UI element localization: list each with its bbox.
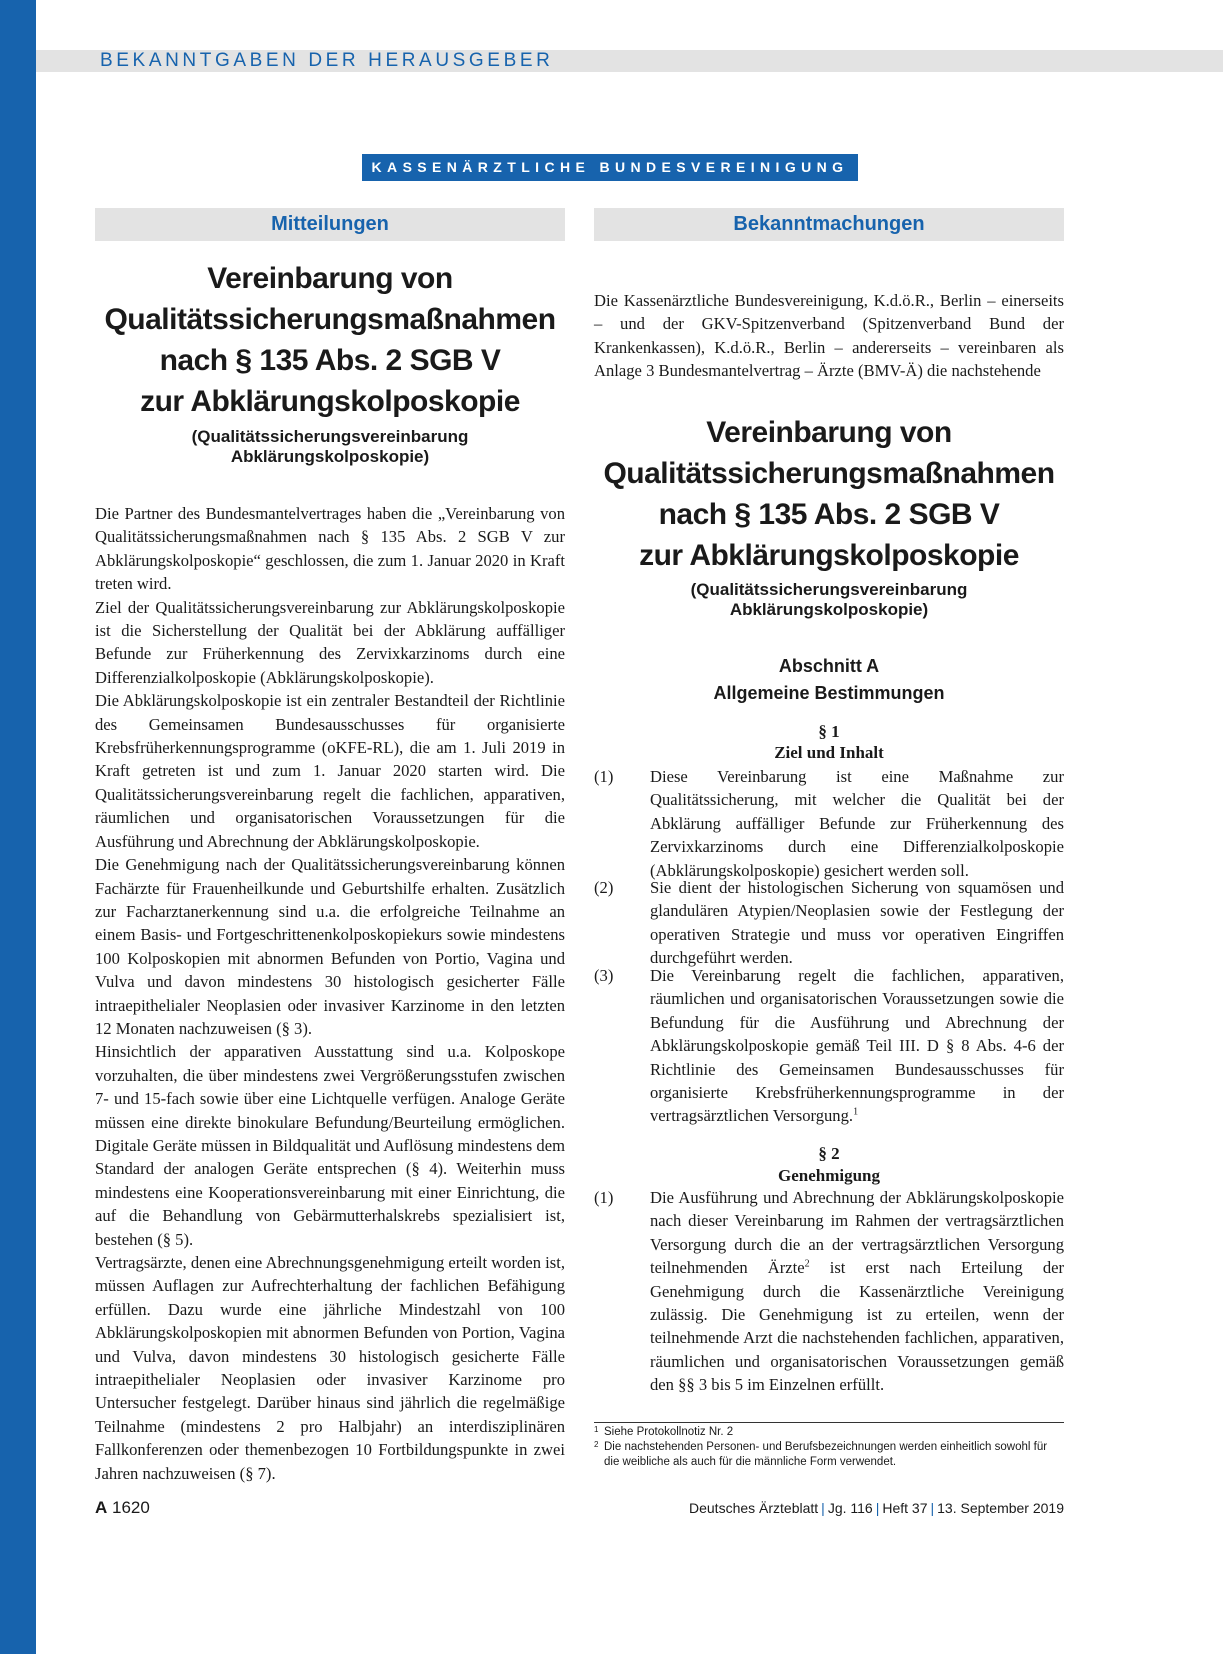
clause-text: Die Vereinbarung regelt die fachlichen, apparativen, räumlichen und organisatorischen Voraussetzungen sowie die Befundung für die Ausführung und Abrechnung der Abklärungskolposkopie gemäß Teil III. D § 8 Abs. 4-6 der Richtlinie des Gemeinsamen Bundesausschusses für organisierte Krebsfrüherkennungsprogramme in der vertragsärztlichen Versorgung. <box>650 966 1064 1126</box>
separator: | <box>875 1500 880 1516</box>
clause-text-container <box>650 1186 1064 1397</box>
left-paragraph: Ziel der Qualitätssicherungsvereinbarung zur Abklärungskolposkopie ist die Sicherstellung der Qualität bei der Abklärung auffälliger Befunde zur Früherkennung des Zervixkarzinoms durch eine Differenzialkolposkopie (Abklärungskolposkopie). <box>95 597 565 687</box>
paragraph-2-title: Genehmigung <box>777 1166 881 1185</box>
clause-1-2 <box>594 876 1064 970</box>
separator: | <box>930 1500 935 1516</box>
page-number <box>95 1498 150 1518</box>
clause-text: ist erst nach Erteilung der Genehmigung durch die Kassenärztliche Vereinigung zulässig. Die Genehmigung ist zu erteilen, wenn der teilnehmende Arzt die nachstehenden fachlichen, apparativen, räumlichen und organisatorischen Voraussetzungen gemäß den §§ 3 bis 5 im Einzelnen erfüllt. <box>650 1258 1065 1395</box>
right-section-heading: Bekanntmachungen <box>594 208 1064 241</box>
journal-info <box>689 1500 1064 1516</box>
left-subtitle: (Qualitätssicherungsvereinbarung Abklärungskolposkopie) <box>191 427 469 466</box>
paragraph-2-symbol: § 2 <box>818 1144 840 1163</box>
footnote-number: 1 <box>594 1425 599 1434</box>
right-intro: Die Kassenärztliche Bundesvereinigung, K.d.ö.R., Berlin – einerseits – und der GKV-Spitzenverband (Spitzenverband Bund der Krankenkassen), K.d.ö.R., Berlin – andererseits – vereinbaren als Anlage 3 Bundesmantelvertrag – Ärzte (BMV-Ä) die nachstehende <box>594 291 1064 381</box>
left-title <box>95 258 565 422</box>
left-title-line: nach § 135 Abs. 2 SGB V <box>159 344 501 377</box>
right-subtitle: (Qualitätssicherungsvereinbarung Abklärungskolposkopie) <box>690 580 968 619</box>
footnote-text: Siehe Protokollnotiz Nr. 2 <box>604 1426 734 1438</box>
footnote-ref: 2 <box>804 1258 810 1270</box>
right-title-line: Qualitätssicherungsmaßnahmen <box>603 457 1055 490</box>
left-paragraph: Hinsichtlich der apparativen Ausstattung sind u.a. Kolposkope vorzuhalten, die über mindestens zwei Vergrößerungsstufen zwischen 7- und 15-fach sowie über eine Lichtquelle verfügen. Analoge Geräte müssen eine direkte binokulare Befundung/Beurteilung ermöglichen. Digitale Geräte müssen in Bildqualität und Auflösung mindestens dem Standard der analogen Geräte entsprechen (§ 4). Weiterhin muss mindestens eine Kooperationsvereinbarung mit einer Einrichtung, die auf die Behandlung von Gebärmutterhalskrebs spezialisiert ist, bestehen (§ 5). <box>95 1042 565 1249</box>
left-paragraph: Vertragsärzte, denen eine Abrechnungsgenehmigung erteilt worden ist, müssen Auflagen zur Aufrechterhaltung der fachlichen Befähigung erfüllen. Dazu wurde eine jährliche Mindestzahl von 100 Abklärungskolposkopien mit abnormen Befunden von Portion, Vagina und Vulva, davon mindestens 30 histologisch gesicherte Fälle intraepithelialer Neoplasien oder invasiver Karzinome pro Untersucher festgelegt. Darüber hinaus sind jährlich die regelmäßige Teilnahme (mindestens 2 pro Halbjahr) an interdisziplinären Fallkonferenzen oder themenbezogen 10 Fortbildungspunkte in zwei Jahren nachzuweisen (§ 7). <box>95 1253 565 1483</box>
left-paragraph: Die Genehmigung nach der Qualitätssicherungsvereinbarung können Fachärzte für Frauenheilkunde und Geburtshilfe erhalten. Zusätzlich zur Facharztanerkennung sind u.a. die erfolgreiche Teilnahme an einem Basis- und Fortgeschrittenenkolposkopiekurs sowie mindestens 100 Kolposkopien mit abnormen Befunden von Portio, Vagina und Vulva und davon mindestens 30 histologisch gesicherter Fälle intraepithelialer Neoplasien oder invasiver Karzinome in den letzten 12 Monaten nachzuweisen (§ 3). <box>95 855 565 1038</box>
paragraph-1-title: Ziel und Inhalt <box>774 743 884 762</box>
left-title-line: Qualitätssicherungsmaßnahmen <box>104 303 556 336</box>
page-prefix: A <box>95 1498 108 1517</box>
journal-issue: Heft 37 <box>882 1500 928 1516</box>
clause-number: (1) <box>594 767 614 786</box>
left-paragraph: Die Abklärungskolposkopie ist ein zentraler Bestandteil der Richtlinie des Gemeinsamen Bundesausschusses für organisierte Krebsfrüherkennungsprogramme (oKFE-RL), die am 1. Juli 2019 in Kraft getreten ist und zum 1. Januar 2020 starten wird. Die Qualitätssicherungsvereinbarung regelt die fachlichen, apparativen, räumlichen und organisatorischen Voraussetzungen für die Ausführung und Abrechnung der Abklärungskolposkopie. <box>95 691 565 851</box>
header-section-label: BEKANNTGABEN DER HERAUSGEBER <box>100 50 554 71</box>
separator: | <box>821 1500 825 1516</box>
left-title-line: zur Abklärungskolposkopie <box>140 385 520 418</box>
footnote <box>594 1425 1064 1440</box>
clause-text: Sie dient der histologischen Sicherung von squamösen und glandulären Atypien/Neoplasien sowie der Festlegung der operativen Strategie und muss vor operativen Eingriffen durchgeführt werden. <box>650 878 1064 968</box>
clause-2-1 <box>594 1186 1064 1397</box>
clause-1-3 <box>594 964 1064 1128</box>
clause-1-1 <box>594 765 1064 882</box>
clause-text-container <box>650 964 1064 1128</box>
clause-text: Diese Vereinbarung ist eine Maßnahme zur Qualitätssicherung, mit welcher die Qualität bei der Abklärung auffälliger Befunde zur Früherkennung des Zervixkarzinoms durch eine Differenzialkolposkopie (Abklärungskolposkopie) gesichert werden soll. <box>650 767 1064 880</box>
journal-volume: Jg. 116 <box>827 1500 873 1516</box>
right-title-line: zur Abklärungskolposkopie <box>639 539 1019 572</box>
left-title-line: Vereinbarung von <box>207 262 453 295</box>
footnote-text: Die nachstehenden Personen- und Berufsbezeichnungen werden einheitlich sowohl für die weibliche als auch für die männliche Form verwendet. <box>604 1441 1048 1468</box>
journal-date: 13. September 2019 <box>937 1500 1064 1516</box>
right-title-line: Vereinbarung von <box>706 416 952 449</box>
journal-name: Deutsches Ärzteblatt <box>689 1500 819 1516</box>
footnotes <box>594 1425 1064 1470</box>
clause-number: (2) <box>594 878 614 897</box>
left-body-text <box>95 502 565 1485</box>
clause-number: (1) <box>594 1188 614 1207</box>
right-title <box>594 412 1064 576</box>
footnote <box>594 1440 1064 1470</box>
footnote-number: 2 <box>594 1440 599 1449</box>
footnote-rule <box>594 1422 1064 1423</box>
clause-number: (3) <box>594 966 614 985</box>
left-paragraph: Die Partner des Bundesmantelvertrages haben die „Vereinbarung von Qualitätssicherungsmaßnahmen nach § 135 Abs. 2 SGB V zur Abklärungskolposkopie“ geschlossen, die zum 1. Januar 2020 in Kraft treten wird. <box>95 504 565 594</box>
abschnitt-label: Abschnitt A <box>778 656 880 676</box>
clause-text: Die Ausführung und Abrechnung der Abklärungskolposkopie nach dieser Vereinbarung im Rahmen der vertragsärztlichen Versorgung durch die an der vertragsärztlichen Versorgung teilnehmenden Ärzte <box>650 1188 1064 1278</box>
left-section-heading: Mitteilungen <box>95 208 565 241</box>
right-title-line: nach § 135 Abs. 2 SGB V <box>658 498 1000 531</box>
page-number-value: 1620 <box>112 1498 150 1517</box>
abschnitt-title: Allgemeine Bestimmungen <box>713 683 945 703</box>
paragraph-1-symbol: § 1 <box>818 722 840 741</box>
blue-sidebar-bar <box>0 0 36 1654</box>
footnote-ref: 1 <box>853 1106 859 1118</box>
publisher-box: KASSENÄRZTLICHE BUNDESVEREINIGUNG <box>362 154 858 181</box>
